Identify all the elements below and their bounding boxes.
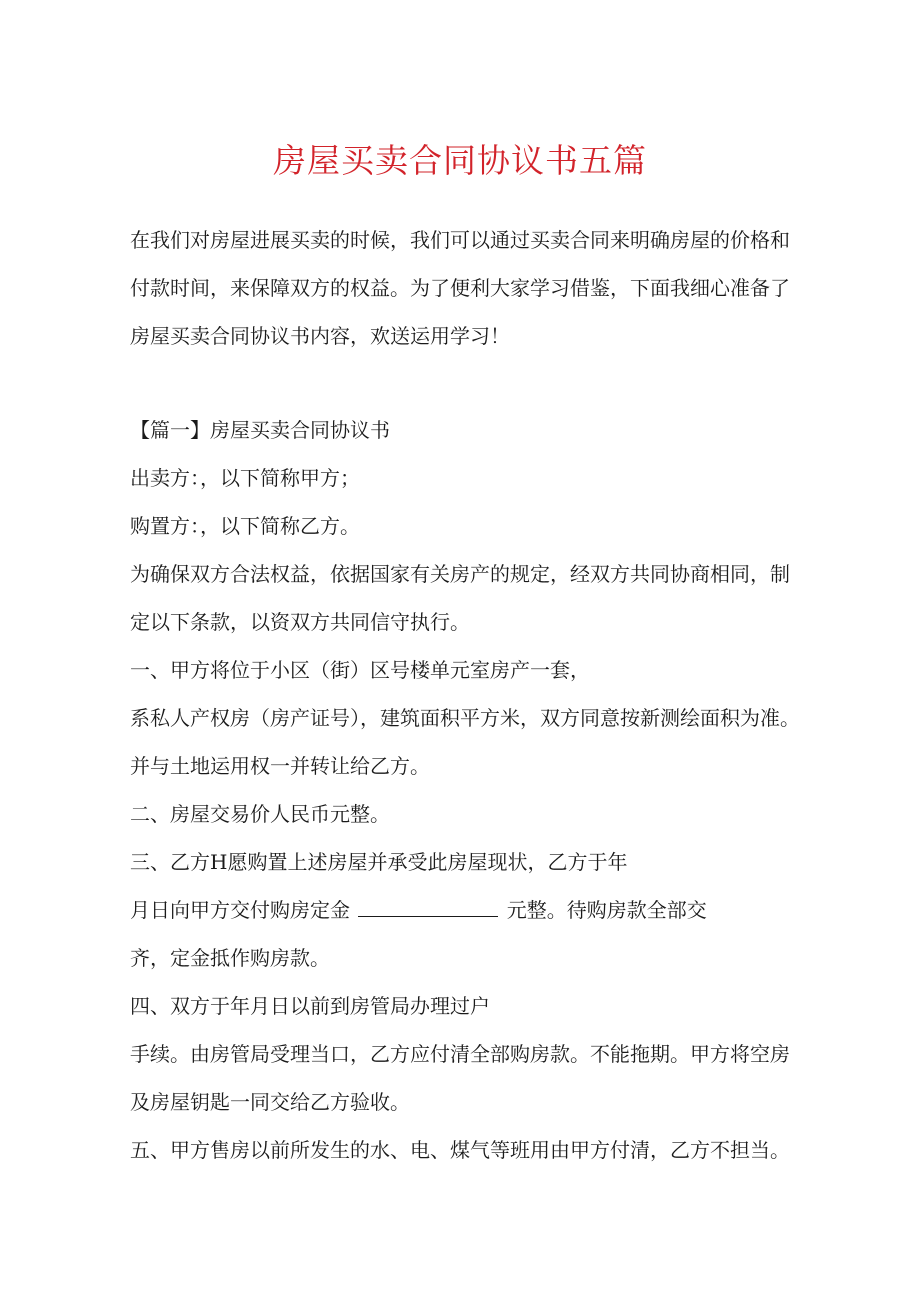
clause-1-line-3: 并与土地运用权一并转让给乙方。 [130, 754, 430, 778]
clause-4-line-1: 四、双方于年月日以前到房管局办理过户 [130, 994, 490, 1018]
clause-4-line-2: 手续。由房管局受理当口，乙方应付清全部购房款。不能拖期。甲方将空房 [130, 1042, 790, 1066]
clause-3-line-2 [130, 895, 707, 925]
body-line-buyer: 购置方：，以下简称乙方。 [130, 514, 360, 538]
clause-3-line-3: 齐，定金抵作购房款。 [130, 946, 330, 970]
body-line-preamble-2: 定以下条款，以资双方共同信守执行。 [130, 610, 470, 634]
clause-1-line-1: 一、甲方将位于小区（街）区号楼单元室房产一套， [130, 658, 590, 682]
deposit-amount-blank [358, 896, 498, 917]
clause-1-line-2: 系私人产权房（房产证号），建筑面积平方米，双方同意按新测绘面积为准。 [130, 706, 800, 730]
document-title: 房屋买卖合同协议书五篇 [273, 141, 647, 180]
deposit-text-before: 月日向甲方交付购房定金 [130, 898, 350, 922]
body-line-preamble-1: 为确保双方合法权益，依据国家有关房产的规定，经双方共同协商相同，制 [130, 562, 790, 586]
intro-line-3: 房屋买卖合同协议书内容，欢送运用学习！ [130, 324, 510, 348]
body-line-seller: 出卖方：，以下简称甲方； [130, 466, 360, 490]
clause-4-line-3: 及房屋钥匙一同交给乙方验收。 [130, 1090, 410, 1114]
intro-line-2: 付款时间，来保障双方的权益。为了便利大家学习借鉴，下面我细心准备了 [130, 276, 790, 300]
section-heading: 【篇一】房屋买卖合同协议书 [130, 418, 390, 442]
clause-3-line-1: 三、乙方H愿购置上述房屋并承受此房屋现状，乙方于年 [130, 850, 628, 874]
deposit-text-after: 元整。待购房款全部交 [506, 898, 707, 922]
clause-2: 二、房屋交易价人民币元整。 [130, 802, 390, 826]
intro-line-1: 在我们对房屋进展买卖的时候，我们可以通过买卖合同来明确房屋的价格和 [130, 228, 790, 252]
clause-5: 五、甲方售房以前所发生的水、电、煤气等班用由甲方付清，乙方不担当。 [130, 1138, 790, 1162]
